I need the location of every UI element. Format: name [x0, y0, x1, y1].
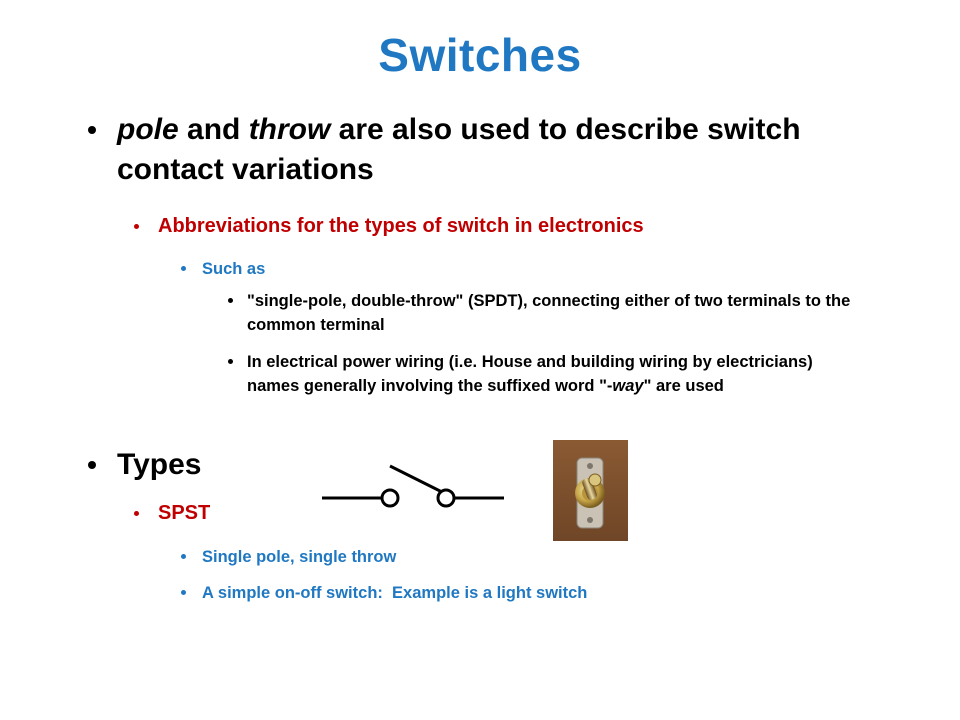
slide-title: Switches	[378, 29, 582, 81]
bullet-spdt: "single-pole, double-throw" (SPDT), connecting either of two terminals to the common terminal	[247, 292, 851, 334]
pole-term: pole	[117, 113, 179, 146]
bullet-dot	[181, 590, 186, 595]
bullet-dot	[134, 511, 139, 516]
bullet-dot	[134, 224, 139, 229]
bullet-dot	[228, 359, 233, 364]
bullet-such-as: Such as	[202, 260, 266, 278]
bullet-dot	[88, 461, 96, 469]
bullet-abbreviations: Abbreviations for the types of switch in electronics	[158, 215, 644, 237]
spst-switch-symbol	[318, 458, 508, 514]
bullet-power-wiring: In electrical power wiring (i.e. House and building wiring by electricians) names generally involving the suffixed word "-way" are used	[247, 353, 813, 395]
bullet-pole-throw: pole and throw are also used to describe switch contact variations	[117, 113, 801, 186]
bullet-single-pole: Single pole, single throw	[202, 548, 397, 566]
bullet-dot	[181, 266, 186, 271]
bullet-dot	[88, 126, 96, 134]
bullet-dot	[181, 554, 186, 559]
toggle-switch-photo	[553, 440, 628, 541]
bullet-dot	[228, 298, 233, 303]
bullet-spst: SPST	[158, 502, 211, 524]
throw-term: throw	[248, 113, 331, 146]
bullet-types: Types	[117, 448, 202, 481]
bullet-light-switch: A simple on-off switch: Example is a light switch	[202, 584, 588, 602]
